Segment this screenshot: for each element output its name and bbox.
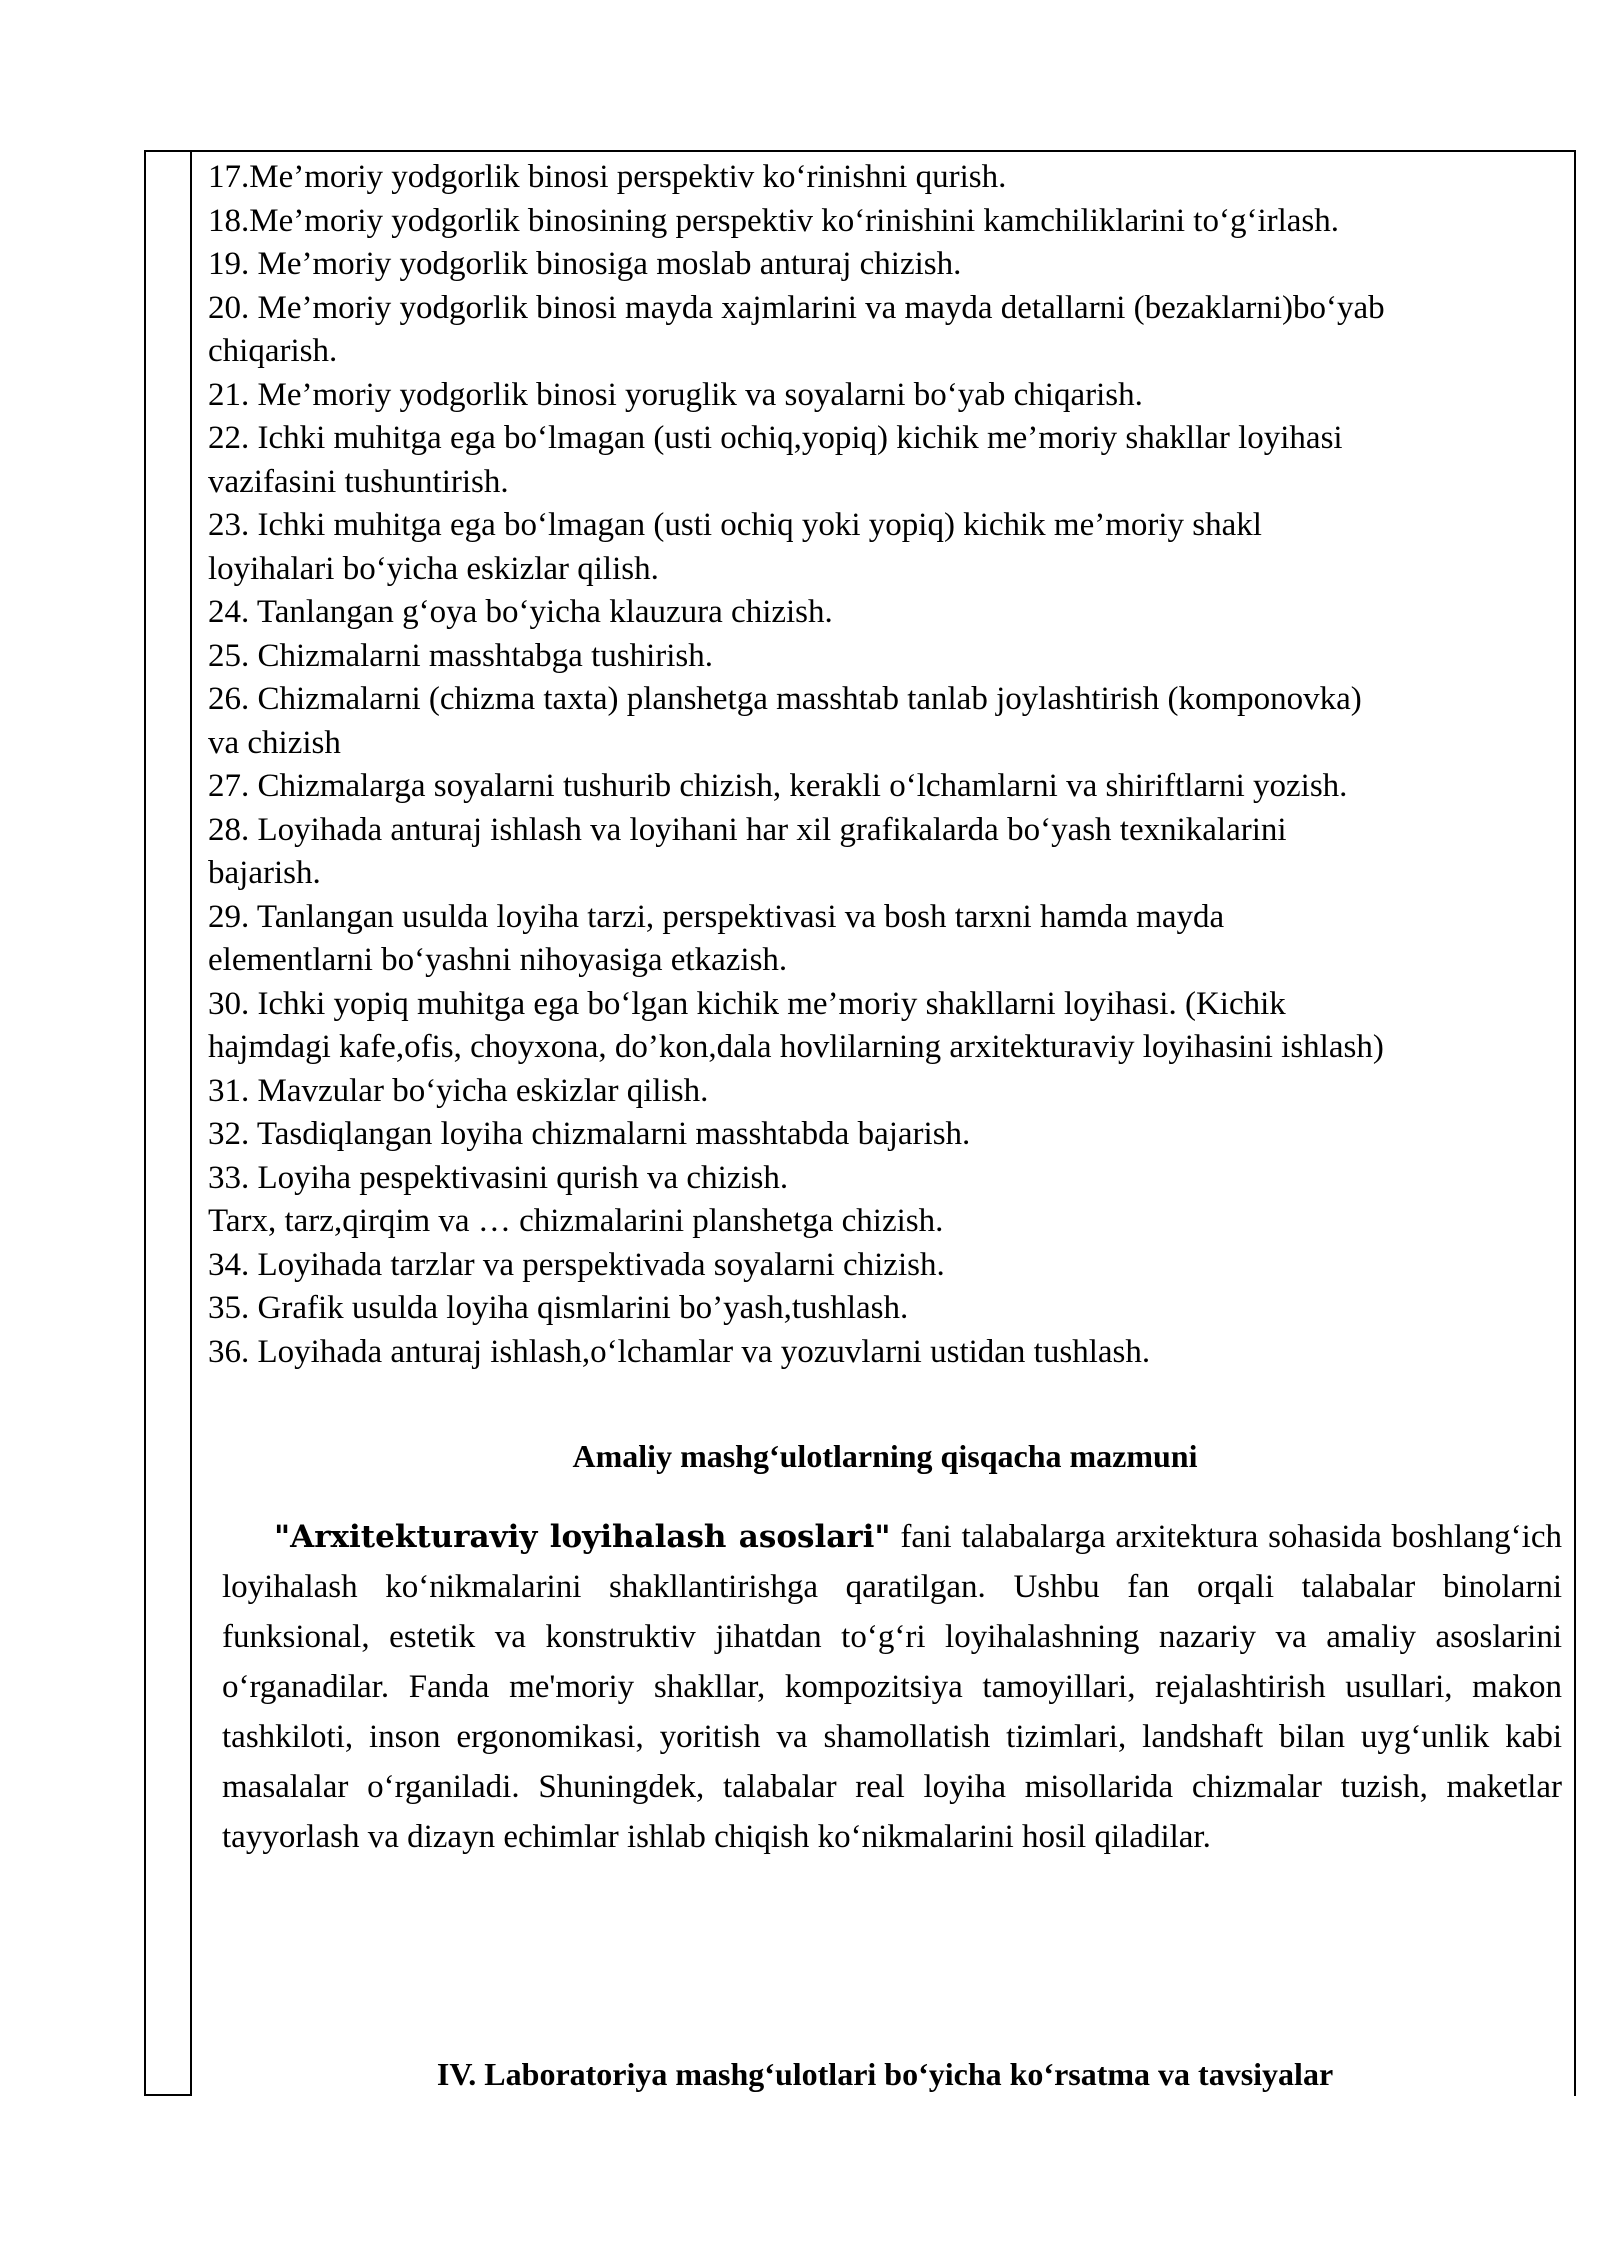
list-item: 34. Loyihada tarzlar va perspektivada soyalarni chizish.: [208, 1246, 945, 1283]
list-item: 31. Mavzular bo‘yicha eskizlar qilish.: [208, 1072, 709, 1109]
list-item: 35. Grafik usulda loyiha qismlarini bo’yash,tushlash.: [208, 1290, 909, 1326]
list-item: 22. Ichki muhitga ega bo‘lmagan (usti ochiq,yopiq) kichik me’moriy shakllar loyihasi: [208, 420, 1343, 456]
list-item: 28. Loyihada anturaj ishlash va loyihani har xil grafikalarda bo‘yash texnikalarini: [208, 811, 1287, 848]
list-item: loyihalari bo‘yicha eskizlar qilish.: [208, 550, 659, 587]
list-item: 18.Me’moriy yodgorlik binosining perspektiv ko‘rinishini kamchiliklarini to‘g‘irlash.: [208, 202, 1340, 239]
list-item: 21. Me’moriy yodgorlik binosi yoruglik va soyalarni bo‘yab chiqarish.: [208, 376, 1143, 413]
left-column-cell: [146, 152, 192, 2096]
list-item: Tarx, tarz,qirqim va … chizmalarini planshetga chizish.: [208, 1203, 944, 1239]
list-item: 20. Me’moriy yodgorlik binosi mayda xajmlarini va mayda detallarni (bezaklarni)bo‘yab: [208, 289, 1385, 326]
list-item: 27. Chizmalarga soyalarni tushurib chizish, kerakli o‘lchamlarni va shiriftlarni yozish.: [208, 768, 1348, 804]
amaliy-heading: Amaliy mashg‘ulotlarning qisqacha mazmuni: [572, 1438, 1198, 1474]
list-item: 23. Ichki muhitga ega bo‘lmagan (usti ochiq yoki yopiq) kichik me’moriy shakl: [208, 507, 1262, 543]
list-item: va chizish: [208, 724, 341, 761]
list-item: 26. Chizmalarni (chizma taxta) planshetga masshtab tanlab joylashtirish (komponovka): [208, 681, 1362, 717]
topic-list: [208, 156, 1558, 1374]
subject-title: "Arxitekturaviy loyihalash asoslari": [274, 1519, 891, 1555]
list-item: 30. Ichki yopiq muhitga ega bo‘lgan kichik me’moriy shakllarni loyihasi. (Kichik: [208, 985, 1286, 1022]
list-item: 32. Tasdiqlangan loyiha chizmalarni masshtabda bajarish.: [208, 1116, 971, 1152]
amaliy-paragraph: [222, 1512, 1562, 1862]
list-item: 33. Loyiha pespektivasini qurish va chizish.: [208, 1159, 789, 1196]
list-item: 24. Tanlangan g‘oya bo‘yicha klauzura chizish.: [208, 594, 833, 630]
list-item: 19. Me’moriy yodgorlik binosiga moslab anturaj chizish.: [208, 246, 962, 282]
list-item: 29. Tanlangan usulda loyiha tarzi, perspektivasi va bosh tarxni hamda mayda: [208, 898, 1225, 935]
list-item: vazifasini tushuntirish.: [208, 463, 509, 500]
list-item: elementlarni bo‘yashni nihoyasiga etkazish.: [208, 942, 788, 978]
paragraph-text: fani talabalarga arxitektura sohasida boshlang‘ich loyihalash ko‘nikmalarini shakllantirishga qaratilgan. Ushbu fan orqali talabalar binolarni funksional, estetik va konstruktiv jihatdan to‘g‘ri loyihalashning nazariy va amaliy asoslarini o‘rganadilar. Fanda me'moriy shakllar, kompozitsiya tamoyillari, rejalashtirish usullari, makon tashkiloti, inson ergonomikasi, yoritish va shamollatish tizimlari, landshaft bilan uyg‘unlik kabi masalalar o‘rganiladi. Shuningdek, talabalar real loyiha misollarida chizmalar tuzish, maketlar tayyorlash va dizayn echimlar ishlab chiqish ko‘nikmalarini hosil qiladilar.: [222, 1519, 1562, 1855]
list-item: chiqarish.: [208, 333, 338, 369]
list-item: 25. Chizmalarni masshtabga tushirish.: [208, 637, 714, 674]
lab-heading: IV. Laboratoriya mashg‘ulotlari bo‘yicha ko‘rsatma va tavsiyalar: [436, 2056, 1334, 2092]
list-item: bajarish.: [208, 855, 321, 891]
list-item: 36. Loyihada anturaj ishlash,o‘lchamlar va yozuvlarni ustidan tushlash.: [208, 1333, 1151, 1370]
list-item: hajmdagi kafe,ofis, choyxona, do’kon,dala hovlilarning arxitekturaviy loyihasini ishlash): [208, 1029, 1384, 1065]
list-item: 17.Me’moriy yodgorlik binosi perspektiv ko‘rinishni qurish.: [208, 159, 1007, 195]
document-table: [144, 150, 1576, 2096]
